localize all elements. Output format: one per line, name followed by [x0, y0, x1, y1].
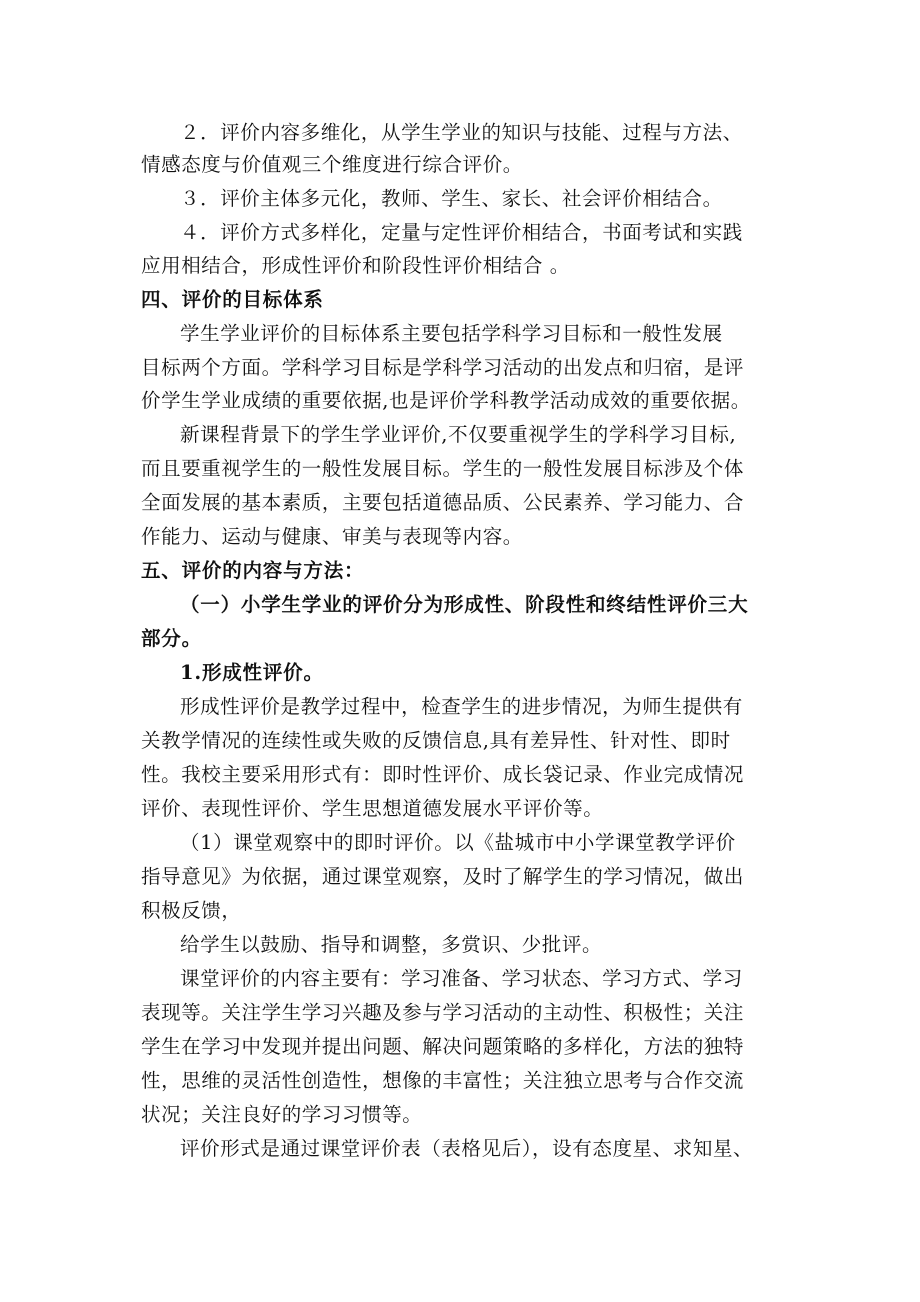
- section-heading-4: 四、评价的目标体系: [141, 288, 324, 311]
- paragraph-line: 学生学业评价的目标体系主要包括学科学习目标和一般性发展: [180, 322, 723, 345]
- subsection-heading: 部分。: [141, 627, 202, 650]
- paragraph-line: 价学生学业成绩的重要依据,也是评价学科教学活动成效的重要依据。: [141, 389, 751, 412]
- paragraph-line: 情感态度与价值观三个维度进行综合评价。: [141, 153, 523, 176]
- paragraph-line: 新课程背景下的学生学业评价,不仅要重视学生的学科学习目标,: [180, 423, 737, 446]
- paragraph-line: 学生在学习中发现并提出问题、解决问题策略的多样化，方法的独特: [141, 1035, 745, 1058]
- paragraph-line: 性，思维的灵活性创造性，想像的丰富性；关注独立思考与合作交流: [141, 1069, 745, 1092]
- paragraph-line: 给学生以鼓励、指导和调整，多赏识、少批评。: [180, 933, 603, 956]
- paragraph-line: 评价形式是通过课堂评价表（表格见后），设有态度星、求知星、: [180, 1137, 754, 1160]
- paragraph-line: ２．评价内容多维化，从学生学业的知识与技能、过程与方法、: [180, 121, 743, 144]
- section-heading-5: 五、评价的内容与方法：: [141, 559, 365, 582]
- paragraph-line: 形成性评价是教学过程中，检查学生的进步情况，为师生提供有: [180, 695, 743, 718]
- paragraph-line: 全面发展的基本素质，主要包括道德品质、公民素养、学习能力、合: [141, 491, 745, 514]
- paragraph-line: ３．评价主体多元化，教师、学生、家长、社会评价相结合。: [180, 187, 723, 210]
- paragraph-line: 性。我校主要采用形式有：即时性评价、成长袋记录、作业完成情况: [141, 763, 745, 786]
- paragraph-line: 关教学情况的连续性或失败的反馈信息,具有差异性、针对性、即时: [141, 729, 731, 752]
- paragraph-line: 状况；关注良好的学习习惯等。: [141, 1103, 423, 1126]
- paragraph-line: 指导意见》为依据，通过课堂观察，及时了解学生的学习情况，做出: [141, 865, 745, 888]
- paragraph-line: 课堂评价的内容主要有：学习准备、学习状态、学习方式、学习: [180, 967, 743, 990]
- paragraph-line: 目标两个方面。学科学习目标是学科学习活动的出发点和归宿，是评: [141, 356, 745, 379]
- paragraph-line: 表现等。关注学生学习兴趣及参与学习活动的主动性、积极性；关注: [141, 1001, 745, 1024]
- paragraph-line: 作能力、运动与健康、审美与表现等内容。: [141, 525, 523, 548]
- paragraph-line: （1）课堂观察中的即时评价。以《盐城市中小学课堂教学评价: [180, 831, 736, 854]
- paragraph-line: 评价、表现性评价、学生思想道德发展水平评价等。: [141, 797, 604, 820]
- paragraph-line: 而且要重视学生的一般性发展目标。学生的一般性发展目标涉及个体: [141, 457, 745, 480]
- paragraph-line: 积极反馈，: [141, 899, 242, 922]
- paragraph-line: ４．评价方式多样化，定量与定性评价相结合，书面考试和实践: [180, 221, 743, 244]
- paragraph-line: 应用相结合，形成性评价和阶段性评价相结合 。: [141, 254, 570, 277]
- item-heading: 1.形成性评价。: [180, 661, 324, 684]
- subsection-heading: （一）小学生学业的评价分为形成性、阶段性和终结性评价三大: [180, 593, 749, 616]
